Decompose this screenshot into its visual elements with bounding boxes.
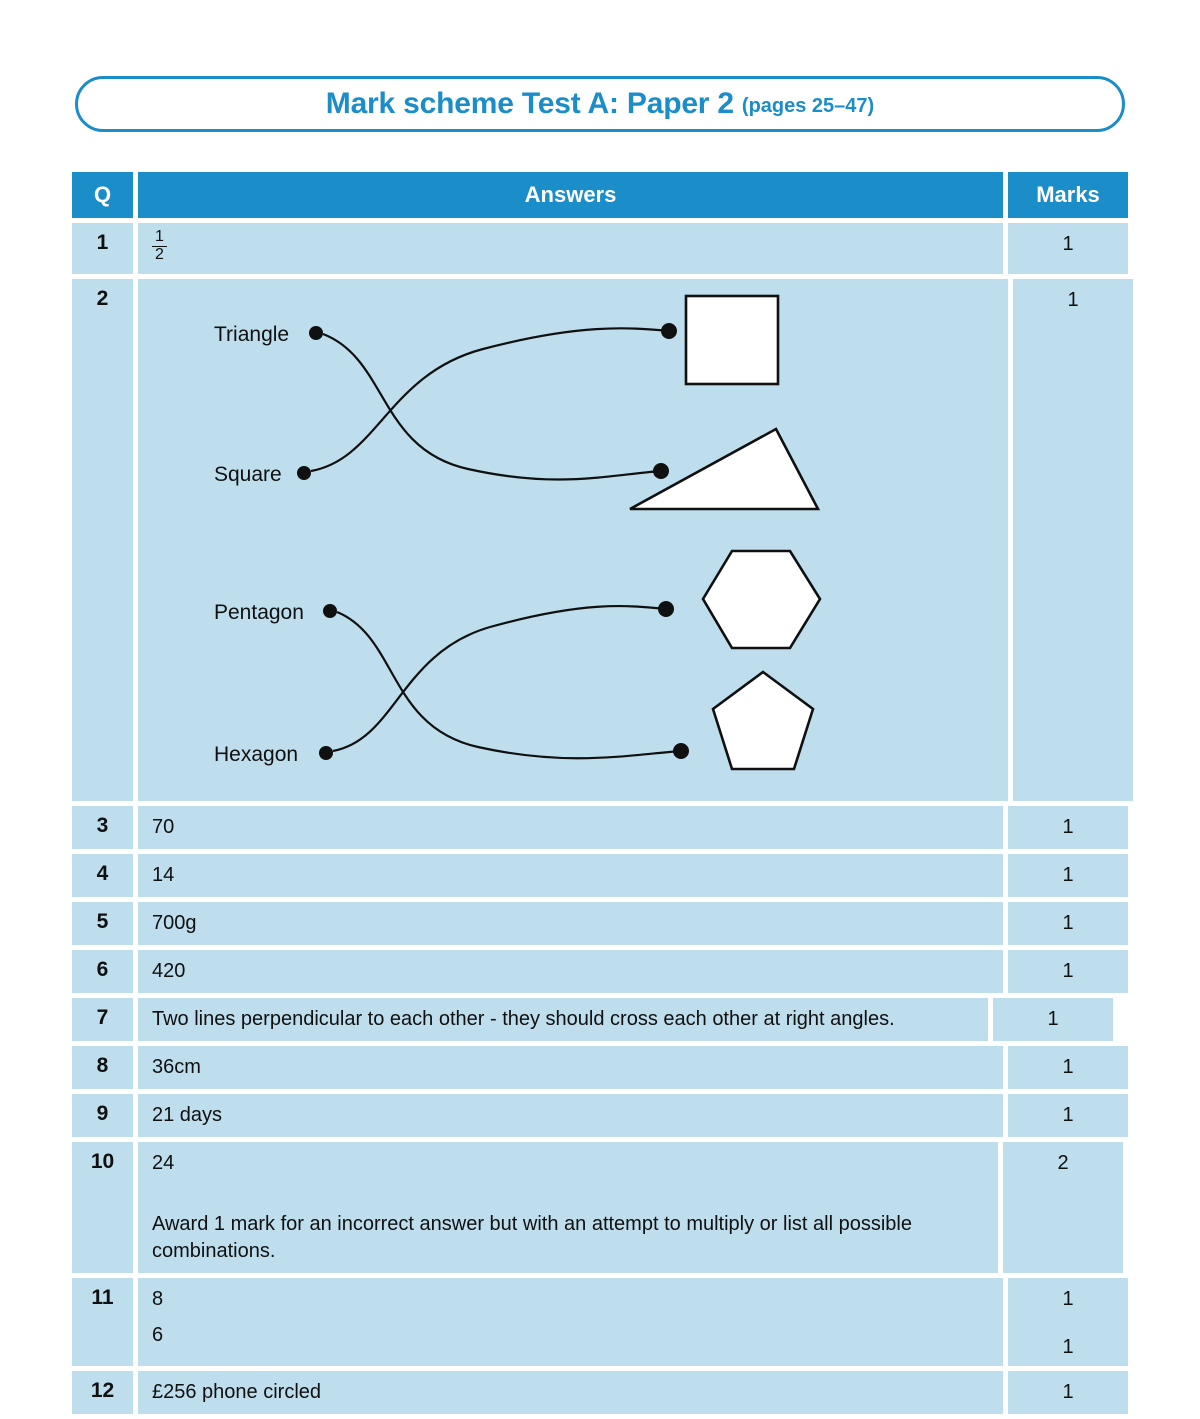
question-number: 2: [72, 279, 133, 801]
table-row: [72, 1094, 1128, 1137]
answer-cell: 700g: [138, 902, 1003, 945]
marks-cell: 1: [993, 998, 1113, 1041]
answer-cell: [138, 223, 1003, 274]
answer-cell: 14: [138, 854, 1003, 897]
table-row: [72, 1371, 1128, 1414]
table-row: [72, 902, 1128, 945]
answer-cell: Two lines perpendicular to each other - they should cross each other at right angles.: [138, 998, 988, 1041]
page-title: Mark scheme Test A: Paper 2: [325, 87, 734, 120]
fraction-one-half: [152, 229, 167, 264]
node-pentagon-label: [323, 604, 337, 618]
marks-line-1: 1: [1062, 1287, 1074, 1310]
question-number: 9: [72, 1094, 133, 1137]
marks-cell: [1008, 1278, 1128, 1366]
table-row: [72, 806, 1128, 849]
answer-line-1: 8: [152, 1287, 164, 1310]
marks-cell: 1: [1008, 950, 1128, 993]
connector-triangle-to-triangle: [323, 334, 661, 479]
question-number: 11: [72, 1278, 133, 1366]
shape-matching-diagram: [138, 279, 1008, 801]
table-row: [72, 854, 1128, 897]
answer-cell: [138, 1142, 998, 1273]
question-number: 3: [72, 806, 133, 849]
question-number: 6: [72, 950, 133, 993]
marks-cell: 1: [1008, 1046, 1128, 1089]
connector-pentagon-to-pentagon: [337, 612, 681, 758]
node-hexagon-label: [319, 746, 333, 760]
fraction-denominator: 2: [152, 246, 167, 264]
table-row: [72, 998, 1128, 1041]
marks-cell: 2: [1003, 1142, 1123, 1273]
column-header-question: Q: [72, 172, 133, 218]
shape-pentagon: [713, 672, 813, 769]
column-header-marks: Marks: [1008, 172, 1128, 218]
marks-cell: 1: [1008, 1371, 1128, 1414]
shape-square: [686, 296, 778, 384]
answer-cell: £256 phone circled: [138, 1371, 1003, 1414]
answer-cell-diagram: [138, 279, 1008, 801]
connector-square-to-square: [311, 328, 669, 471]
marks-cell: 1: [1008, 806, 1128, 849]
question-number: 8: [72, 1046, 133, 1089]
node-triangle-shape: [653, 463, 669, 479]
table-row: [72, 279, 1128, 801]
table-row: [72, 950, 1128, 993]
fraction-numerator: 1: [155, 228, 164, 245]
column-header-answers: Answers: [138, 172, 1003, 218]
diagram-label-pentagon: Pentagon: [214, 600, 304, 624]
question-number: 5: [72, 902, 133, 945]
question-number: 10: [72, 1142, 133, 1273]
answer-line-2: 6: [152, 1323, 164, 1346]
page-title-banner: [75, 76, 1125, 132]
question-number: 1: [72, 223, 133, 274]
marks-line-2: 1: [1062, 1335, 1074, 1358]
diagram-label-triangle: Triangle: [214, 322, 290, 346]
marks-cell: 1: [1008, 1094, 1128, 1137]
page-range-label: (pages 25–47): [741, 94, 875, 117]
table-row: [72, 223, 1128, 274]
answer-cell: 420: [138, 950, 1003, 993]
question-number: 4: [72, 854, 133, 897]
marks-cell: 1: [1008, 902, 1128, 945]
answer-cell: 36cm: [138, 1046, 1003, 1089]
node-hexagon-shape: [658, 601, 674, 617]
mark-scheme-table: [72, 172, 1128, 1419]
answer-text: 24: [152, 1151, 175, 1174]
table-row: [72, 1142, 1128, 1273]
table-header-row: [72, 172, 1128, 218]
question-number: 12: [72, 1371, 133, 1414]
node-pentagon-shape: [673, 743, 689, 759]
shape-hexagon: [703, 551, 820, 648]
question-number: 7: [72, 998, 133, 1041]
marks-cell: 1: [1008, 854, 1128, 897]
diagram-label-hexagon: Hexagon: [214, 742, 299, 766]
node-square-label: [297, 466, 311, 480]
connector-hexagon-to-hexagon: [333, 606, 666, 751]
diagram-label-square: Square: [214, 462, 282, 486]
table-row: [72, 1278, 1128, 1366]
answer-cell: [138, 1278, 1003, 1366]
table-row: [72, 1046, 1128, 1089]
marks-cell: 1: [1013, 279, 1133, 801]
answer-cell: 21 days: [138, 1094, 1003, 1137]
answer-note: Award 1 mark for an incorrect answer but with an attempt to multiply or list all possible combinations.: [152, 1212, 912, 1262]
node-square-shape: [661, 323, 677, 339]
marks-cell: 1: [1008, 223, 1128, 274]
node-triangle-label: [309, 326, 323, 340]
answer-cell: 70: [138, 806, 1003, 849]
